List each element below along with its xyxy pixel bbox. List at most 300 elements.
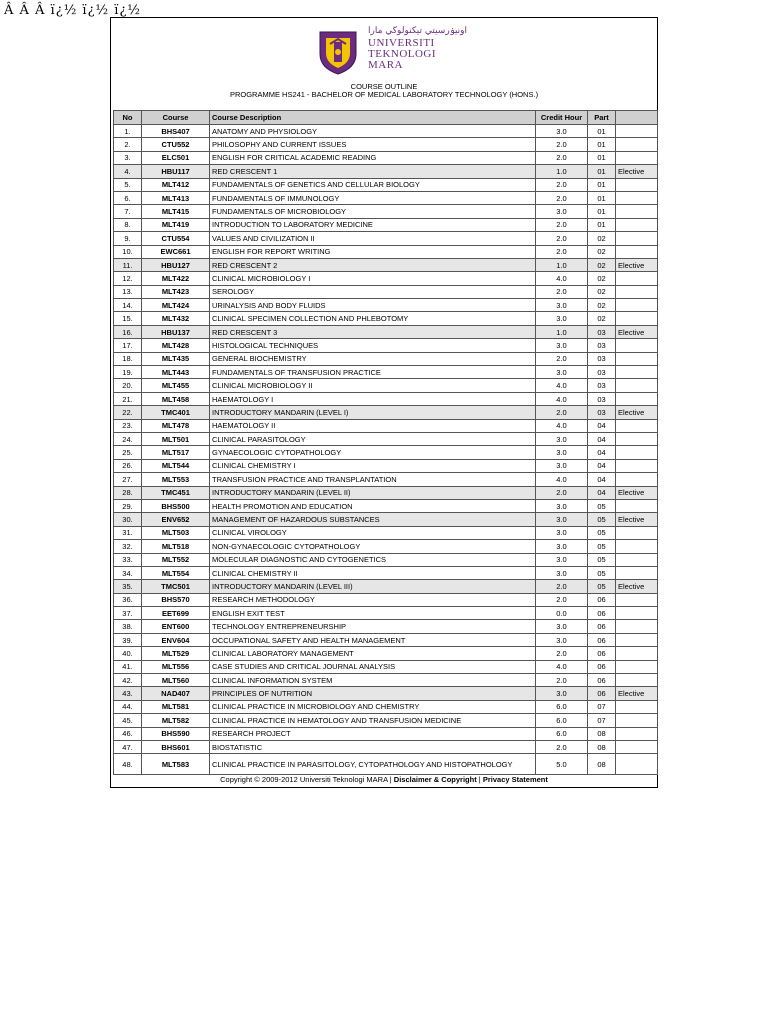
table-row — [114, 687, 658, 700]
cell-note — [616, 700, 658, 713]
cell-part: 05 — [588, 566, 616, 579]
cell-course-code: BHS407 — [142, 125, 210, 138]
cell-no: 41. — [114, 660, 142, 673]
footer-separator: | — [476, 775, 483, 784]
uitm-logo — [316, 26, 466, 76]
cell-part: 04 — [588, 446, 616, 459]
cell-no: 6. — [114, 191, 142, 204]
cell-no: 48. — [114, 754, 142, 775]
header-part: Part — [588, 111, 616, 125]
cell-credit-hour: 4.0 — [536, 473, 588, 486]
cell-credit-hour: 1.0 — [536, 165, 588, 178]
cell-note: Elective — [616, 486, 658, 499]
cell-part: 01 — [588, 178, 616, 191]
cell-part: 05 — [588, 580, 616, 593]
cell-credit-hour: 3.0 — [536, 513, 588, 526]
cell-part: 04 — [588, 473, 616, 486]
course-outline-frame — [110, 17, 658, 788]
table-row — [114, 700, 658, 713]
cell-no: 14. — [114, 299, 142, 312]
cell-part: 02 — [588, 258, 616, 271]
table-row — [114, 473, 658, 486]
cell-note: Elective — [616, 325, 658, 338]
cell-credit-hour: 3.0 — [536, 366, 588, 379]
cell-credit-hour: 2.0 — [536, 352, 588, 365]
cell-course-description: HEALTH PROMOTION AND EDUCATION — [210, 499, 536, 512]
cell-part: 04 — [588, 459, 616, 472]
privacy-link[interactable]: Privacy Statement — [482, 775, 548, 784]
table-row — [114, 165, 658, 178]
cell-credit-hour: 3.0 — [536, 499, 588, 512]
cell-course-code: TMC451 — [142, 486, 210, 499]
cell-no: 39. — [114, 633, 142, 646]
cell-course-description: GYNAECOLOGIC CYTOPATHOLOGY — [210, 446, 536, 459]
cell-credit-hour: 2.0 — [536, 232, 588, 245]
cell-credit-hour: 2.0 — [536, 593, 588, 606]
university-name — [368, 38, 436, 71]
cell-course-description: SEROLOGY — [210, 285, 536, 298]
cell-course-description: CLINICAL VIROLOGY — [210, 526, 536, 539]
cell-course-code: ELC501 — [142, 151, 210, 164]
table-row — [114, 607, 658, 620]
table-row — [114, 419, 658, 432]
cell-course-code: HBU127 — [142, 258, 210, 271]
cell-part: 03 — [588, 352, 616, 365]
cell-note — [616, 540, 658, 553]
cell-part: 03 — [588, 325, 616, 338]
cell-no: 36. — [114, 593, 142, 606]
cell-credit-hour: 2.0 — [536, 151, 588, 164]
cell-part: 05 — [588, 540, 616, 553]
cell-part: 01 — [588, 205, 616, 218]
course-table — [113, 110, 658, 775]
cell-part: 01 — [588, 151, 616, 164]
table-row — [114, 446, 658, 459]
header-course: Course — [142, 111, 210, 125]
cell-part: 05 — [588, 513, 616, 526]
document-header — [111, 18, 657, 108]
header-course-description: Course Description — [210, 111, 536, 125]
table-row — [114, 178, 658, 191]
cell-credit-hour: 3.0 — [536, 125, 588, 138]
cell-no: 12. — [114, 272, 142, 285]
cell-course-description: TRANSFUSION PRACTICE AND TRANSPLANTATION — [210, 473, 536, 486]
cell-course-code: MLT529 — [142, 647, 210, 660]
cell-no: 24. — [114, 432, 142, 445]
cell-no: 9. — [114, 232, 142, 245]
cell-course-description: CLINICAL PRACTICE IN MICROBIOLOGY AND CHEMISTRY — [210, 700, 536, 713]
cell-course-code: MLT422 — [142, 272, 210, 285]
cell-course-code: EWC661 — [142, 245, 210, 258]
cell-course-description: HAEMATOLOGY II — [210, 419, 536, 432]
cell-note — [616, 205, 658, 218]
cell-part: 01 — [588, 165, 616, 178]
cell-no: 5. — [114, 178, 142, 191]
cell-credit-hour: 2.0 — [536, 486, 588, 499]
cell-credit-hour: 4.0 — [536, 272, 588, 285]
table-row — [114, 205, 658, 218]
page-header-garbled-text: Â Â Â ï¿½ ï¿½ ï¿½ — [4, 3, 142, 18]
cell-credit-hour: 3.0 — [536, 540, 588, 553]
cell-no: 10. — [114, 245, 142, 258]
cell-part: 06 — [588, 647, 616, 660]
cell-course-description: INTRODUCTORY MANDARIN (LEVEL I) — [210, 406, 536, 419]
table-row — [114, 486, 658, 499]
cell-note — [616, 379, 658, 392]
cell-no: 7. — [114, 205, 142, 218]
cell-course-code: BHS570 — [142, 593, 210, 606]
cell-credit-hour: 3.0 — [536, 299, 588, 312]
cell-note — [616, 499, 658, 512]
table-row — [114, 151, 658, 164]
cell-credit-hour: 4.0 — [536, 392, 588, 405]
cell-part: 06 — [588, 620, 616, 633]
table-row — [114, 513, 658, 526]
cell-credit-hour: 6.0 — [536, 700, 588, 713]
table-row — [114, 379, 658, 392]
cell-no: 20. — [114, 379, 142, 392]
table-row — [114, 674, 658, 687]
cell-no: 4. — [114, 165, 142, 178]
cell-course-code: MLT556 — [142, 660, 210, 673]
cell-no: 32. — [114, 540, 142, 553]
cell-course-description: CASE STUDIES AND CRITICAL JOURNAL ANALYSIS — [210, 660, 536, 673]
cell-credit-hour: 4.0 — [536, 660, 588, 673]
cell-credit-hour: 3.0 — [536, 526, 588, 539]
cell-part: 03 — [588, 406, 616, 419]
table-row — [114, 191, 658, 204]
cell-note — [616, 218, 658, 231]
cell-note — [616, 674, 658, 687]
cell-no: 31. — [114, 526, 142, 539]
cell-part: 08 — [588, 727, 616, 740]
cell-no: 28. — [114, 486, 142, 499]
cell-no: 27. — [114, 473, 142, 486]
table-row — [114, 232, 658, 245]
cell-no: 25. — [114, 446, 142, 459]
cell-note: Elective — [616, 513, 658, 526]
cell-credit-hour: 3.0 — [536, 633, 588, 646]
cell-course-description: RED CRESCENT 3 — [210, 325, 536, 338]
cell-course-code: MLT581 — [142, 700, 210, 713]
cell-no: 13. — [114, 285, 142, 298]
cell-course-code: BHS601 — [142, 740, 210, 753]
course-rows — [114, 125, 658, 775]
cell-course-code: HBU117 — [142, 165, 210, 178]
university-name-line-2: TEKNOLOGI — [368, 48, 437, 60]
table-row — [114, 366, 658, 379]
cell-credit-hour: 1.0 — [536, 325, 588, 338]
cell-note — [616, 138, 658, 151]
cell-course-code: EET699 — [142, 607, 210, 620]
cell-note — [616, 593, 658, 606]
cell-credit-hour: 3.0 — [536, 446, 588, 459]
cell-part: 06 — [588, 687, 616, 700]
cell-credit-hour: 6.0 — [536, 727, 588, 740]
cell-course-description: CLINICAL PRACTICE IN PARASITOLOGY, CYTOPATHOLOGY AND HISTOPATHOLOGY — [210, 754, 536, 775]
table-row — [114, 660, 658, 673]
cell-course-code: MLT415 — [142, 205, 210, 218]
table-row — [114, 620, 658, 633]
header-note — [616, 111, 658, 125]
cell-course-description: TECHNOLOGY ENTREPRENEURSHIP — [210, 620, 536, 633]
uitm-seal-icon — [316, 28, 360, 76]
cell-course-code: MLT554 — [142, 566, 210, 579]
cell-course-description: FUNDAMENTALS OF GENETICS AND CELLULAR BIOLOGY — [210, 178, 536, 191]
cell-course-code: MLT424 — [142, 299, 210, 312]
cell-no: 29. — [114, 499, 142, 512]
header-credit-hour: Credit Hour — [536, 111, 588, 125]
cell-course-code: BHS590 — [142, 727, 210, 740]
cell-part: 04 — [588, 419, 616, 432]
cell-part: 01 — [588, 138, 616, 151]
cell-course-description: GENERAL BIOCHEMISTRY — [210, 352, 536, 365]
cell-part: 06 — [588, 674, 616, 687]
cell-no: 40. — [114, 647, 142, 660]
cell-no: 2. — [114, 138, 142, 151]
cell-note — [616, 191, 658, 204]
cell-course-description: FUNDAMENTALS OF IMMUNOLOGY — [210, 191, 536, 204]
cell-note — [616, 299, 658, 312]
cell-credit-hour: 2.0 — [536, 178, 588, 191]
cell-note — [616, 125, 658, 138]
cell-no: 42. — [114, 674, 142, 687]
cell-credit-hour: 2.0 — [536, 406, 588, 419]
cell-part: 06 — [588, 593, 616, 606]
cell-credit-hour: 3.0 — [536, 459, 588, 472]
table-row — [114, 566, 658, 579]
table-row — [114, 754, 658, 775]
cell-note — [616, 459, 658, 472]
cell-part: 01 — [588, 191, 616, 204]
table-header-row — [114, 111, 658, 125]
cell-part: 02 — [588, 245, 616, 258]
cell-no: 1. — [114, 125, 142, 138]
cell-no: 21. — [114, 392, 142, 405]
cell-part: 03 — [588, 392, 616, 405]
cell-credit-hour: 2.0 — [536, 674, 588, 687]
table-row — [114, 138, 658, 151]
cell-no: 33. — [114, 553, 142, 566]
cell-no: 22. — [114, 406, 142, 419]
cell-no: 26. — [114, 459, 142, 472]
cell-part: 03 — [588, 366, 616, 379]
cell-no: 35. — [114, 580, 142, 593]
cell-no: 16. — [114, 325, 142, 338]
table-row — [114, 432, 658, 445]
cell-course-description: RESEARCH METHODOLOGY — [210, 593, 536, 606]
table-row — [114, 540, 658, 553]
cell-course-description: INTRODUCTORY MANDARIN (LEVEL III) — [210, 580, 536, 593]
table-row — [114, 392, 658, 405]
cell-note — [616, 740, 658, 753]
table-row — [114, 285, 658, 298]
table-row — [114, 245, 658, 258]
cell-course-description: ENGLISH EXIT TEST — [210, 607, 536, 620]
cell-credit-hour: 2.0 — [536, 191, 588, 204]
cell-part: 05 — [588, 499, 616, 512]
cell-part: 05 — [588, 526, 616, 539]
cell-note: Elective — [616, 406, 658, 419]
cell-course-description: CLINICAL LABORATORY MANAGEMENT — [210, 647, 536, 660]
table-row — [114, 633, 658, 646]
cell-part: 01 — [588, 125, 616, 138]
cell-note — [616, 566, 658, 579]
cell-note — [616, 285, 658, 298]
cell-note: Elective — [616, 165, 658, 178]
cell-credit-hour: 3.0 — [536, 339, 588, 352]
cell-course-description: OCCUPATIONAL SAFETY AND HEALTH MANAGEMENT — [210, 633, 536, 646]
cell-course-code: MLT544 — [142, 459, 210, 472]
cell-course-description: RED CRESCENT 2 — [210, 258, 536, 271]
cell-course-description: CLINICAL SPECIMEN COLLECTION AND PHLEBOTOMY — [210, 312, 536, 325]
cell-note — [616, 620, 658, 633]
cell-no: 38. — [114, 620, 142, 633]
cell-note — [616, 339, 658, 352]
cell-course-code: MLT428 — [142, 339, 210, 352]
cell-part: 02 — [588, 272, 616, 285]
cell-course-description: MOLECULAR DIAGNOSTIC AND CYTOGENETICS — [210, 553, 536, 566]
copyright-text: Copyright © 2009-2012 Universiti Teknologi MARA | — [220, 775, 394, 784]
cell-part: 06 — [588, 660, 616, 673]
cell-part: 03 — [588, 379, 616, 392]
cell-course-description: CLINICAL MICROBIOLOGY I — [210, 272, 536, 285]
cell-course-code: TMC501 — [142, 580, 210, 593]
cell-course-code: MLT560 — [142, 674, 210, 687]
cell-course-code: MLT455 — [142, 379, 210, 392]
cell-course-description: HAEMATOLOGY I — [210, 392, 536, 405]
cell-course-description: FUNDAMENTALS OF MICROBIOLOGY — [210, 205, 536, 218]
cell-part: 04 — [588, 432, 616, 445]
cell-note — [616, 727, 658, 740]
cell-note — [616, 272, 658, 285]
cell-no: 37. — [114, 607, 142, 620]
cell-note: Elective — [616, 687, 658, 700]
cell-note — [616, 754, 658, 775]
cell-no: 19. — [114, 366, 142, 379]
table-row — [114, 526, 658, 539]
cell-course-description: NON-GYNAECOLOGIC CYTOPATHOLOGY — [210, 540, 536, 553]
cell-credit-hour: 1.0 — [536, 258, 588, 271]
cell-credit-hour: 2.0 — [536, 740, 588, 753]
cell-course-description: CLINICAL CHEMISTRY II — [210, 566, 536, 579]
table-row — [114, 325, 658, 338]
cell-course-code: MLT435 — [142, 352, 210, 365]
cell-note — [616, 446, 658, 459]
table-row — [114, 272, 658, 285]
footer — [111, 775, 657, 784]
table-row — [114, 258, 658, 271]
cell-course-description: FUNDAMENTALS OF TRANSFUSION PRACTICE — [210, 366, 536, 379]
cell-credit-hour: 3.0 — [536, 620, 588, 633]
cell-course-description: RED CRESCENT 1 — [210, 165, 536, 178]
cell-course-code: MLT518 — [142, 540, 210, 553]
cell-course-code: MLT423 — [142, 285, 210, 298]
cell-no: 23. — [114, 419, 142, 432]
cell-part: 08 — [588, 740, 616, 753]
cell-note — [616, 245, 658, 258]
cell-part: 02 — [588, 299, 616, 312]
cell-part: 07 — [588, 700, 616, 713]
cell-course-code: MLT501 — [142, 432, 210, 445]
cell-note — [616, 660, 658, 673]
cell-credit-hour: 2.0 — [536, 138, 588, 151]
cell-no: 45. — [114, 714, 142, 727]
cell-no: 44. — [114, 700, 142, 713]
cell-credit-hour: 3.0 — [536, 432, 588, 445]
table-row — [114, 740, 658, 753]
cell-course-code: CTU554 — [142, 232, 210, 245]
cell-note: Elective — [616, 580, 658, 593]
cell-note — [616, 151, 658, 164]
cell-course-code: MLT478 — [142, 419, 210, 432]
cell-credit-hour: 6.0 — [536, 714, 588, 727]
university-arabic-name: اونيۏرسيتي تيكنولوڬي مارا — [368, 26, 468, 36]
table-row — [114, 312, 658, 325]
cell-credit-hour: 2.0 — [536, 218, 588, 231]
cell-course-code: HBU137 — [142, 325, 210, 338]
cell-course-code: MLT458 — [142, 392, 210, 405]
cell-no: 18. — [114, 352, 142, 365]
table-row — [114, 406, 658, 419]
cell-note — [616, 352, 658, 365]
cell-course-description: CLINICAL PRACTICE IN HEMATOLOGY AND TRANSFUSION MEDICINE — [210, 714, 536, 727]
cell-credit-hour: 3.0 — [536, 312, 588, 325]
cell-course-code: MLT517 — [142, 446, 210, 459]
cell-note — [616, 232, 658, 245]
cell-no: 30. — [114, 513, 142, 526]
cell-credit-hour: 4.0 — [536, 419, 588, 432]
cell-no: 17. — [114, 339, 142, 352]
cell-course-code: ENV652 — [142, 513, 210, 526]
university-name-line-1: UNIVERSITI — [368, 37, 435, 49]
table-row — [114, 714, 658, 727]
document-title: COURSE OUTLINE — [350, 82, 418, 91]
cell-note: Elective — [616, 258, 658, 271]
cell-course-description: MANAGEMENT OF HAZARDOUS SUBSTANCES — [210, 513, 536, 526]
cell-note — [616, 553, 658, 566]
cell-course-code: MLT413 — [142, 191, 210, 204]
cell-credit-hour: 3.0 — [536, 687, 588, 700]
header-no: No — [114, 111, 142, 125]
cell-credit-hour: 3.0 — [536, 566, 588, 579]
cell-course-code: MLT503 — [142, 526, 210, 539]
table-row — [114, 499, 658, 512]
cell-note — [616, 432, 658, 445]
cell-credit-hour: 2.0 — [536, 580, 588, 593]
cell-course-description: CLINICAL CHEMISTRY I — [210, 459, 536, 472]
cell-note — [616, 366, 658, 379]
cell-part: 05 — [588, 553, 616, 566]
table-row — [114, 459, 658, 472]
cell-no: 43. — [114, 687, 142, 700]
cell-course-description: CLINICAL PARASITOLOGY — [210, 432, 536, 445]
cell-course-description: ENGLISH FOR CRITICAL ACADEMIC READING — [210, 151, 536, 164]
cell-credit-hour: 2.0 — [536, 245, 588, 258]
table-row — [114, 339, 658, 352]
cell-course-description: PHILOSOPHY AND CURRENT ISSUES — [210, 138, 536, 151]
cell-course-code: MLT582 — [142, 714, 210, 727]
cell-course-description: HISTOLOGICAL TECHNIQUES — [210, 339, 536, 352]
cell-note — [616, 714, 658, 727]
cell-course-code: NAD407 — [142, 687, 210, 700]
cell-part: 01 — [588, 218, 616, 231]
cell-part: 06 — [588, 607, 616, 620]
cell-course-description: RESEARCH PROJECT — [210, 727, 536, 740]
disclaimer-link[interactable]: Disclaimer & Copyright — [393, 775, 477, 784]
cell-no: 3. — [114, 151, 142, 164]
table-row — [114, 299, 658, 312]
